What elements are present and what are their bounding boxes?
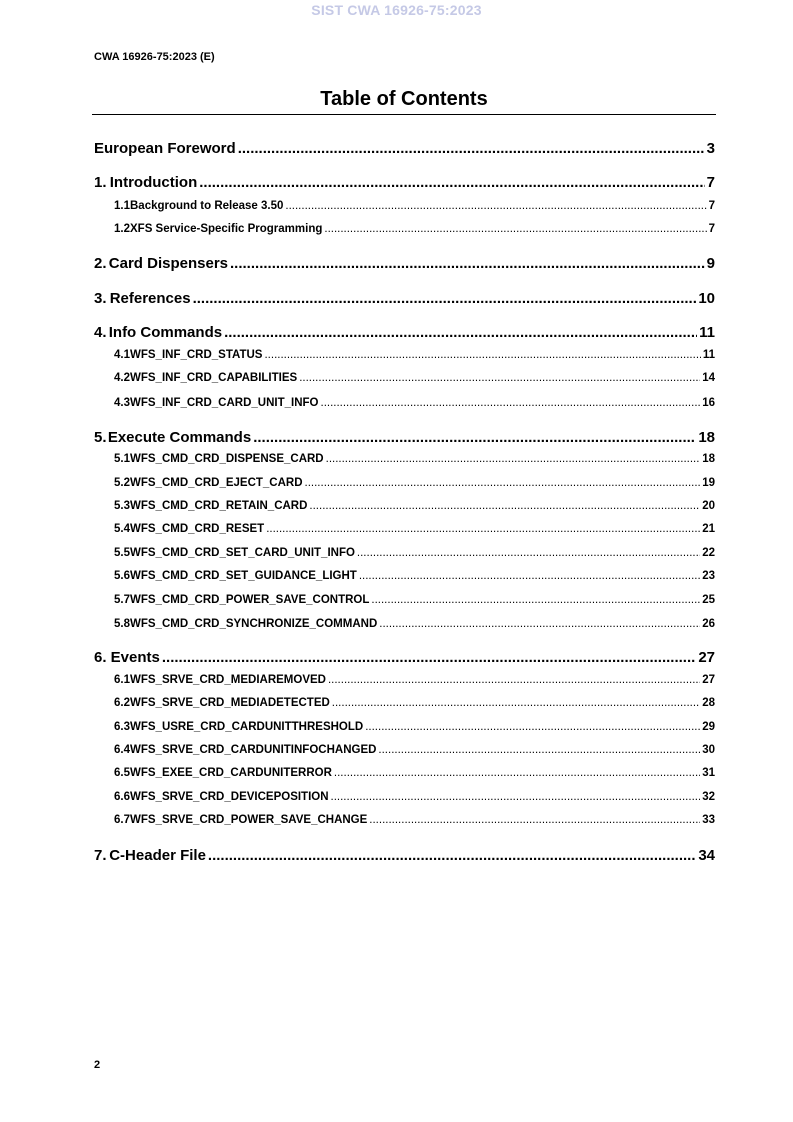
dot-leader [331,791,701,803]
toc-entry-title: WFS_CMD_CRD_POWER_SAVE_CONTROL [130,594,370,606]
dot-leader [321,397,701,409]
toc-entry-number: 5.8 [114,618,130,630]
dot-leader [253,429,696,446]
toc-entry-title: WFS_SRVE_CRD_CARDUNITINFOCHANGED [130,744,377,756]
toc-entry[interactable] [94,429,715,446]
toc-entry[interactable] [94,744,715,756]
toc-entry-title: XFS Service-Specific Programming [130,223,323,235]
toc-entry-page: 32 [702,791,715,803]
toc-entry-title: WFS_CMD_CRD_SET_GUIDANCE_LIGHT [130,570,357,582]
toc-entry-number: 5.4 [114,523,130,535]
toc-entry-number: 2. [94,255,107,272]
toc-entry[interactable] [94,453,715,465]
toc-entry-number: 4. [94,324,107,341]
dot-leader [193,290,697,307]
toc-entry-number: 5.6 [114,570,130,582]
toc-entry-title: Execute Commands [107,429,252,446]
toc-entry[interactable] [94,791,715,803]
toc-entry[interactable] [94,324,715,341]
toc-entry-title: European Foreword [94,140,236,157]
toc-entry[interactable] [94,767,715,779]
toc-entry[interactable] [94,200,715,212]
document-id: CWA 16926-75:2023 (E) [94,51,215,63]
toc-entry-number: 4.3 [114,397,130,409]
dot-leader [238,140,705,157]
toc-entry-number: 5.7 [114,594,130,606]
toc-entry-title: WFS_USRE_CRD_CARDUNITTHRESHOLD [130,721,364,733]
toc-entry-page: 9 [706,255,715,272]
dot-leader [334,767,700,779]
toc-entry[interactable] [94,697,715,709]
toc-entry-page: 27 [702,674,715,686]
dot-leader [359,570,700,582]
toc-entry-number: 5. [94,429,107,446]
dot-leader [328,674,700,686]
dot-leader [264,349,700,361]
toc-entry-number: 1.2 [114,223,130,235]
toc-entry-page: 28 [702,697,715,709]
toc-entry[interactable] [94,349,715,361]
toc-entry-page: 29 [702,721,715,733]
toc-entry-title: Info Commands [108,324,223,341]
toc-entry-page: 11 [699,324,715,341]
page-number: 2 [94,1059,101,1071]
dot-leader [365,721,700,733]
toc-entry-title: WFS_SRVE_CRD_POWER_SAVE_CHANGE [130,814,368,826]
dot-leader [379,618,700,630]
toc-entry-page: 7 [708,223,715,235]
toc-entry-page: 30 [702,744,715,756]
toc-entry[interactable] [94,255,715,272]
toc-entry-number: 1.1 [114,200,130,212]
toc-entry-number: 3. [94,290,107,307]
toc-entry-page: 19 [702,477,715,489]
toc-entry-title: WFS_SRVE_CRD_MEDIAREMOVED [130,674,326,686]
toc-entry-title: C-Header File [109,847,206,864]
toc-entry-title: Introduction [109,174,198,191]
toc-entry-title: WFS_CMD_CRD_SET_CARD_UNIT_INFO [130,547,355,559]
toc-entry[interactable] [94,140,715,157]
toc-entry[interactable] [94,618,715,630]
toc-entry[interactable] [94,547,715,559]
toc-entry-number: 4.1 [114,349,130,361]
toc-entry-number: 5.2 [114,477,130,489]
toc-entry-title: WFS_CMD_CRD_SYNCHRONIZE_COMMAND [130,618,378,630]
toc-entry-page: 34 [698,847,715,864]
dot-leader [299,372,700,384]
toc-entry-number: 6.4 [114,744,130,756]
toc-entry[interactable] [94,847,715,864]
toc-entry-number: 6. [94,649,107,666]
toc-entry-page: 3 [706,140,715,157]
toc-entry-number: 6.7 [114,814,130,826]
toc-entry-page: 27 [698,649,715,666]
dot-leader [378,744,700,756]
dot-leader [369,814,700,826]
toc-entry-page: 18 [702,453,715,465]
toc-entry[interactable] [94,721,715,733]
toc-entry[interactable] [94,397,715,409]
toc-entry-number: 7. [94,847,107,864]
toc-entry[interactable] [94,674,715,686]
dot-leader [162,649,696,666]
toc-entry-title: WFS_INF_CRD_CARD_UNIT_INFO [130,397,319,409]
toc-entry-page: 25 [702,594,715,606]
toc-entry-number: 6.2 [114,697,130,709]
dot-leader [332,697,700,709]
toc-entry[interactable] [94,500,715,512]
dot-leader [324,223,706,235]
dot-leader [309,500,700,512]
toc-entry-title: WFS_SRVE_CRD_MEDIADETECTED [130,697,330,709]
dot-leader [285,200,706,212]
toc-entry[interactable] [94,290,715,307]
toc-entry-number: 5.5 [114,547,130,559]
dot-leader [208,847,696,864]
toc-entry[interactable] [94,174,715,191]
toc-entry-page: 33 [702,814,715,826]
dot-leader [230,255,705,272]
toc-entry-title: Card Dispensers [108,255,229,272]
toc-entry[interactable] [94,477,715,489]
toc-entry-title: WFS_CMD_CRD_RETAIN_CARD [130,500,308,512]
toc-entry[interactable] [94,372,715,384]
toc-entry-title: References [109,290,191,307]
dot-leader [305,477,701,489]
toc-entry[interactable] [94,649,715,666]
toc-entry-title: WFS_CMD_CRD_DISPENSE_CARD [130,453,324,465]
page-title: Table of Contents [320,88,488,110]
toc-entry[interactable] [94,523,715,535]
title-divider [92,114,716,115]
toc-entry-title: WFS_INF_CRD_CAPABILITIES [130,372,298,384]
dot-leader [266,523,700,535]
toc-entry-number: 6.6 [114,791,130,803]
toc-entry[interactable] [94,570,715,582]
toc-entry-number: 1. [94,174,107,191]
toc-entry-page: 7 [706,174,715,191]
toc-entry-page: 16 [702,397,715,409]
toc-entry-number: 6.3 [114,721,130,733]
toc-entry-page: 26 [702,618,715,630]
toc-entry[interactable] [94,814,715,826]
toc-entry-number: 5.3 [114,500,130,512]
toc-entry-page: 21 [702,523,715,535]
toc-entry-title: Background to Release 3.50 [130,200,284,212]
toc-entry-page: 18 [698,429,715,446]
dot-leader [224,324,697,341]
toc-entry[interactable] [94,223,715,235]
toc-entry-page: 14 [702,372,715,384]
toc-entry-page: 22 [702,547,715,559]
toc-entry-number: 6.5 [114,767,130,779]
toc-entry-page: 20 [702,500,715,512]
toc-entry-page: 7 [708,200,715,212]
toc-entry-page: 23 [702,570,715,582]
toc-entry-number: 5.1 [114,453,130,465]
toc-entry-title: WFS_EXEE_CRD_CARDUNITERROR [130,767,332,779]
watermark: SIST CWA 16926-75:2023 [311,2,482,18]
toc-entry-page: 31 [702,767,715,779]
toc-entry-title: WFS_INF_CRD_STATUS [130,349,263,361]
toc-entry-title: WFS_SRVE_CRD_DEVICEPOSITION [130,791,329,803]
toc-entry[interactable] [94,594,715,606]
toc-entry-page: 11 [702,349,715,361]
dot-leader [199,174,704,191]
toc-entry-title: Events [110,649,160,666]
dot-leader [371,594,700,606]
dot-leader [357,547,700,559]
dot-leader [326,453,701,465]
toc-entry-number: 6.1 [114,674,130,686]
toc-entry-number: 4.2 [114,372,130,384]
toc-entry-title: WFS_CMD_CRD_RESET [130,523,265,535]
toc-entry-title: WFS_CMD_CRD_EJECT_CARD [130,477,303,489]
toc-entry-page: 10 [698,290,715,307]
